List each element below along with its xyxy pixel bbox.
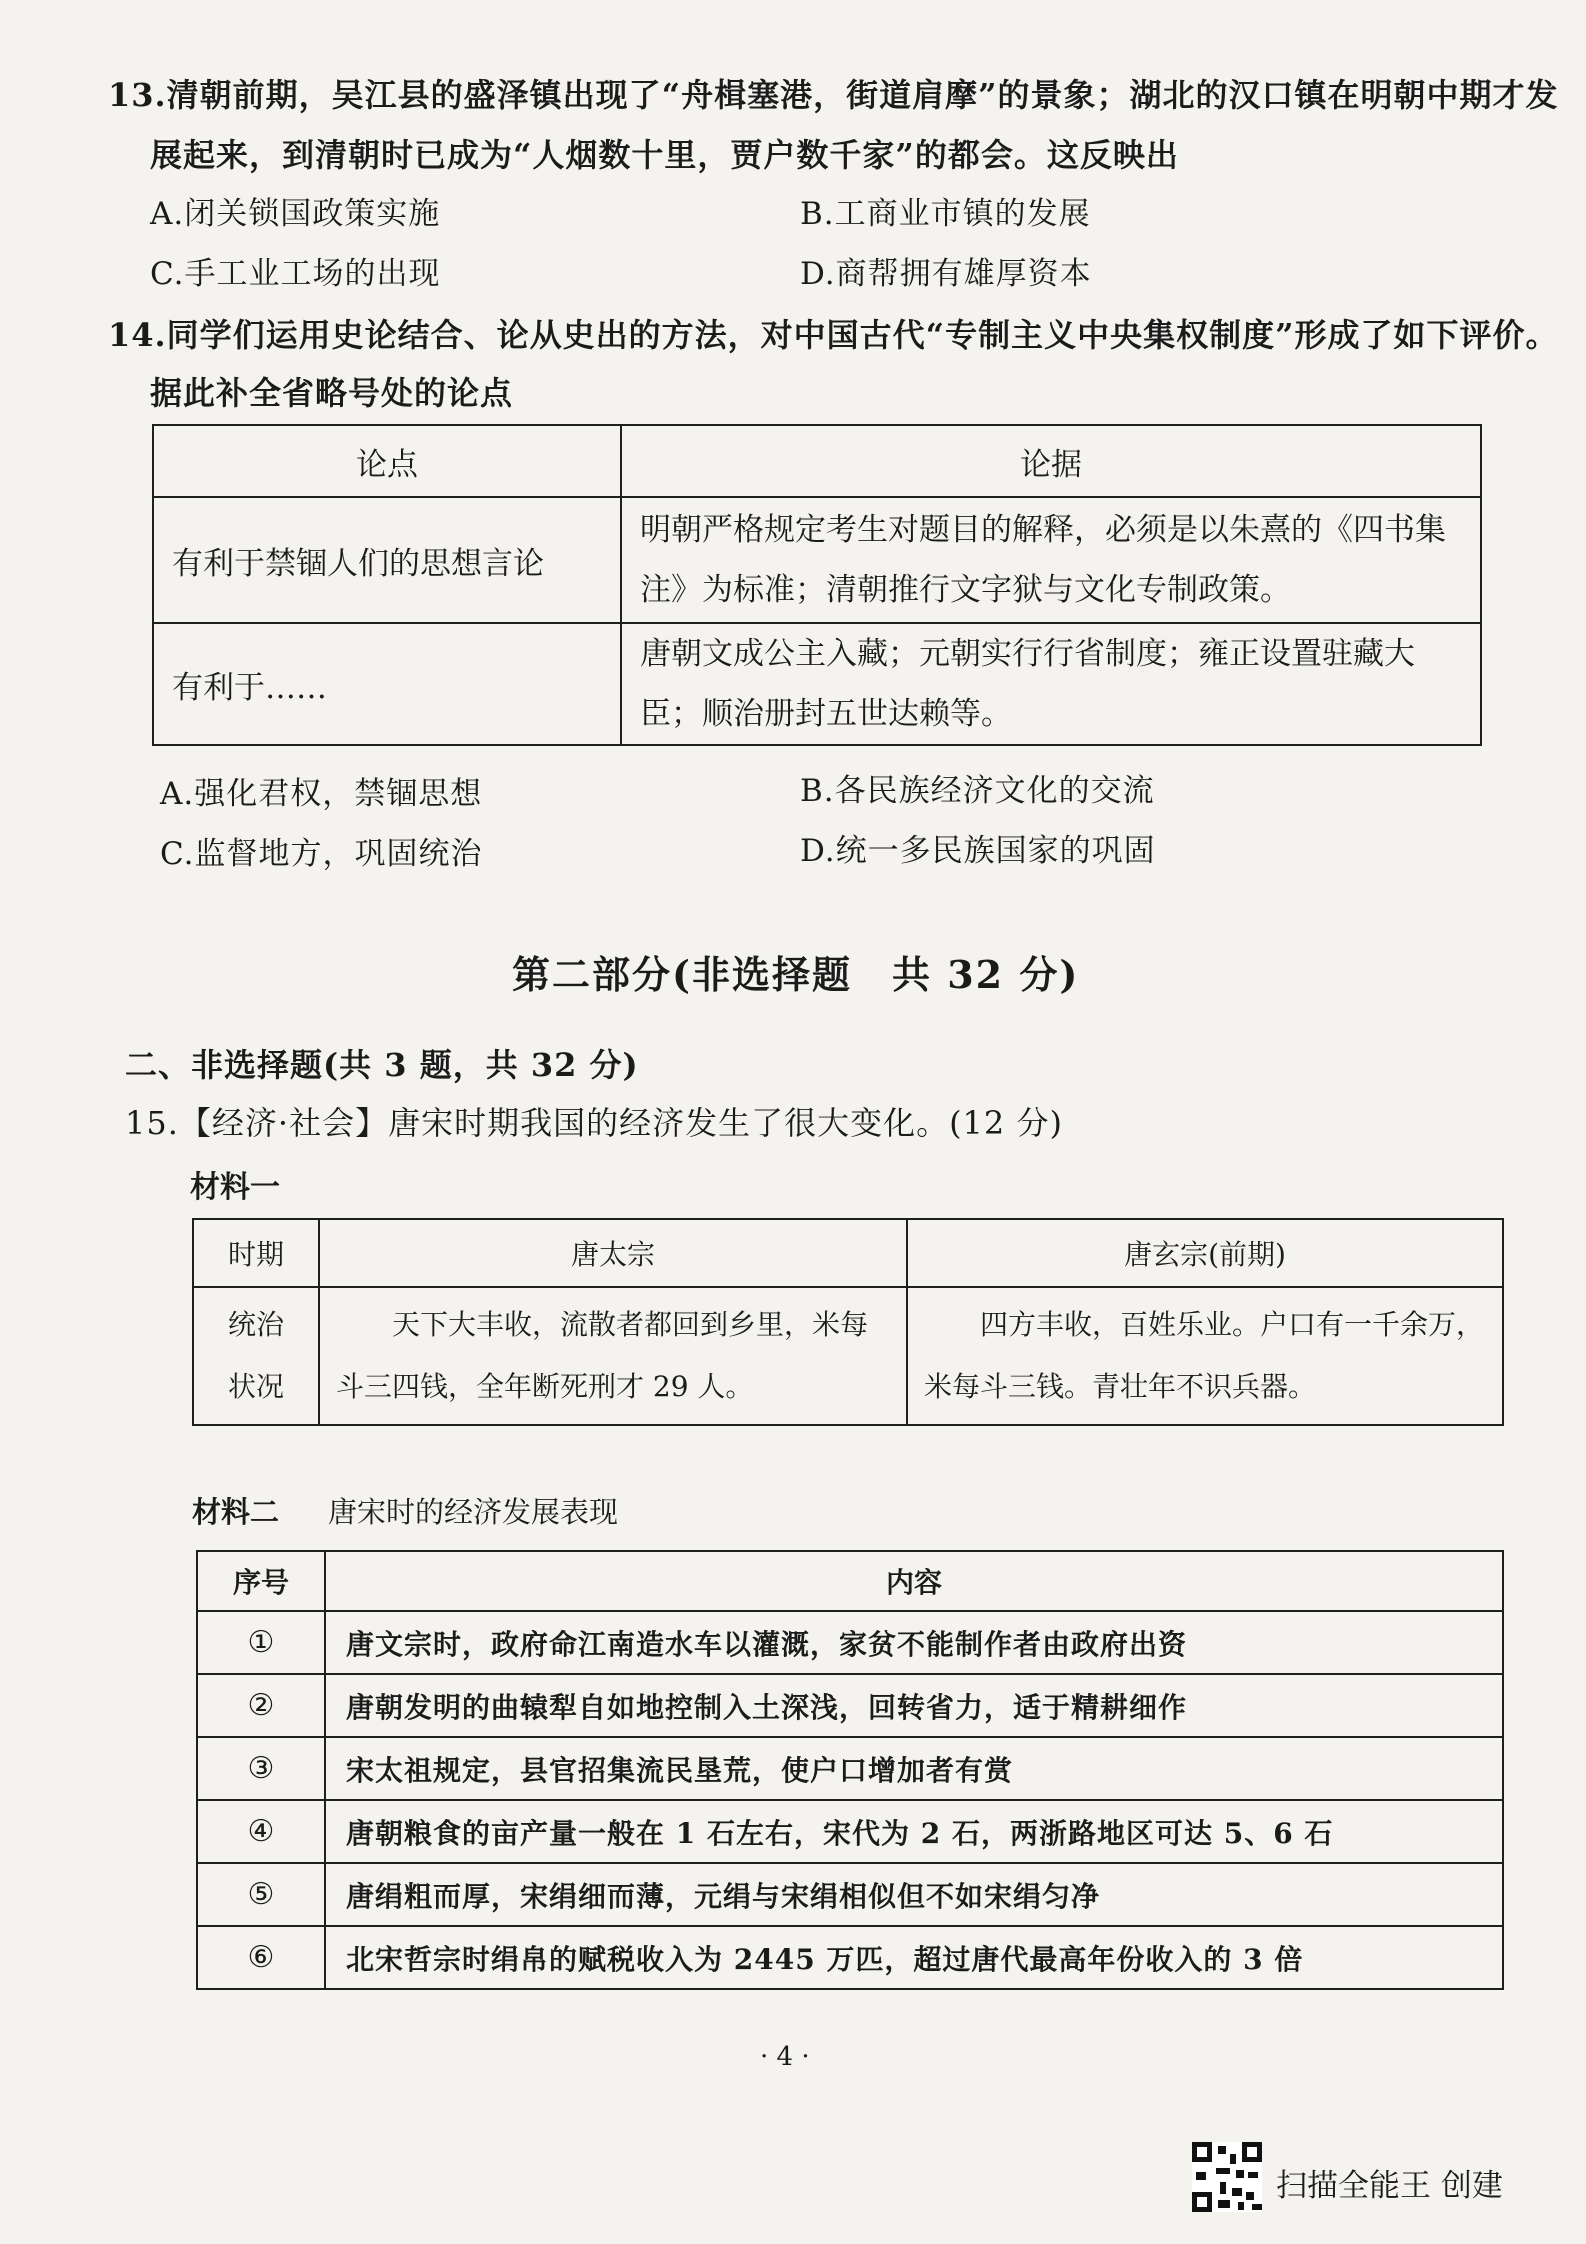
material1-row-label — [193, 1287, 319, 1425]
material1-cell-xuanzong: 四方丰收，百姓乐业。户口有一千余万，米每斗三钱。青壮年不识兵器。 — [907, 1287, 1503, 1425]
material2-header-content: 内容 — [325, 1551, 1503, 1611]
material2-row4-content: 唐朝粮食的亩产量一般在 1 石左右，宋代为 2 石，两浙路地区可达 5、6 石 — [325, 1800, 1503, 1863]
table-row — [197, 1800, 1503, 1863]
material2-row1-index: ① — [197, 1611, 325, 1674]
material2-row4-index: ④ — [197, 1800, 325, 1863]
material1-header-taizong: 唐太宗 — [319, 1219, 907, 1287]
material2-label: 材料二 — [192, 1495, 280, 1529]
q14-stem-line2: 据此补全省略号处的论点 — [150, 374, 514, 412]
part2-subtitle: 二、非选择题(共 3 题，共 32 分) — [125, 1046, 639, 1084]
material2-row3-content: 宋太祖规定，县官招集流民垦荒，使户口增加者有赏 — [325, 1737, 1503, 1800]
table-row — [197, 1926, 1503, 1989]
part2-title: 第二部分(非选择题 共 32 分) — [512, 952, 1080, 997]
material2-row1-content: 唐文宗时，政府命江南造水车以灌溉，家贫不能制作者由政府出资 — [325, 1611, 1503, 1674]
material1-table-header — [193, 1219, 1503, 1287]
q13-stem-line1: 13.清朝前期，吴江县的盛泽镇出现了“舟楫塞港，街道肩摩”的景象；湖北的汉口镇在明朝中期才发 — [108, 76, 1559, 114]
q14-option-a: A.强化君权，禁锢思想 — [160, 776, 483, 812]
table-row — [197, 1737, 1503, 1800]
material2-row2-content: 唐朝发明的曲辕犁自如地控制入土深浅，回转省力，适于精耕细作 — [325, 1674, 1503, 1737]
q15-stem: 15.【经济·社会】唐宋时期我国的经济发生了很大变化。(12 分) — [125, 1104, 1063, 1142]
q13-option-d: D.商帮拥有雄厚资本 — [800, 256, 1092, 292]
q14-table-header — [153, 425, 1481, 497]
page-number: · 4 · — [760, 2042, 810, 2072]
q14-option-d: D.统一多民族国家的巩固 — [800, 833, 1156, 869]
q13-stem-line2: 展起来，到清朝时已成为“人烟数十里，贾户数千家”的都会。这反映出 — [150, 136, 1179, 174]
q14-stem-line1: 14.同学们运用史论结合、论从史出的方法，对中国古代“专制主义中央集权制度”形成了如下评价。 — [108, 316, 1559, 354]
q13-option-b: B.工商业市镇的发展 — [800, 196, 1091, 232]
material1-row-label-line2: 状况 — [227, 1370, 284, 1403]
material1-row-label-line1: 统治 — [227, 1308, 284, 1341]
q14-row1-evidence: 明朝严格规定考生对题目的解释，必须是以朱熹的《四书集注》为标准；清朝推行文字狱与文化专制政策。 — [621, 497, 1481, 623]
material2-row3-index: ③ — [197, 1737, 325, 1800]
table-row — [197, 1611, 1503, 1674]
q13-option-c: C.手工业工场的出现 — [150, 256, 441, 292]
material2-table-header — [197, 1551, 1503, 1611]
material2-header-index: 序号 — [197, 1551, 325, 1611]
q14-row1-point: 有利于禁锢人们的思想言论 — [153, 497, 621, 623]
q14-row2-evidence: 唐朝文成公主入藏；元朝实行行省制度；雍正设置驻藏大臣；顺治册封五世达赖等。 — [621, 623, 1481, 745]
q14-header-evidence: 论据 — [621, 425, 1481, 497]
material1-table — [192, 1218, 1504, 1426]
material1-label: 材料一 — [190, 1170, 280, 1205]
q14-row2-point: 有利于…… — [153, 623, 621, 745]
table-row — [197, 1674, 1503, 1737]
q14-option-b: B.各民族经济文化的交流 — [800, 773, 1155, 809]
table-row — [197, 1863, 1503, 1926]
table-row — [153, 623, 1481, 745]
scanner-watermark: 扫描全能王 创建 — [1276, 2168, 1503, 2204]
q13-option-a: A.闭关锁国政策实施 — [150, 196, 441, 232]
q14-option-c: C.监督地方，巩固统治 — [160, 836, 483, 872]
q14-header-point: 论点 — [153, 425, 621, 497]
material2-row5-index: ⑤ — [197, 1863, 325, 1926]
material2-row2-index: ② — [197, 1674, 325, 1737]
qr-code-icon — [1192, 2142, 1262, 2212]
table-row — [193, 1287, 1503, 1425]
material1-cell-taizong: 天下大丰收，流散者都回到乡里，米每斗三四钱，全年断死刑才 29 人。 — [319, 1287, 907, 1425]
table-row — [153, 497, 1481, 623]
material2-row5-content: 唐绢粗而厚，宋绢细而薄，元绢与宋绢相似但不如宋绢匀净 — [325, 1863, 1503, 1926]
q14-table — [152, 424, 1482, 746]
material1-header-period: 时期 — [193, 1219, 319, 1287]
material2-row6-content: 北宋哲宗时绢帛的赋税收入为 2445 万匹，超过唐代最高年份收入的 3 倍 — [325, 1926, 1503, 1989]
material2-row6-index: ⑥ — [197, 1926, 325, 1989]
material2-caption: 唐宋时的经济发展表现 — [328, 1495, 619, 1529]
material1-header-xuanzong: 唐玄宗(前期) — [907, 1219, 1503, 1287]
material2-table — [196, 1550, 1504, 1990]
